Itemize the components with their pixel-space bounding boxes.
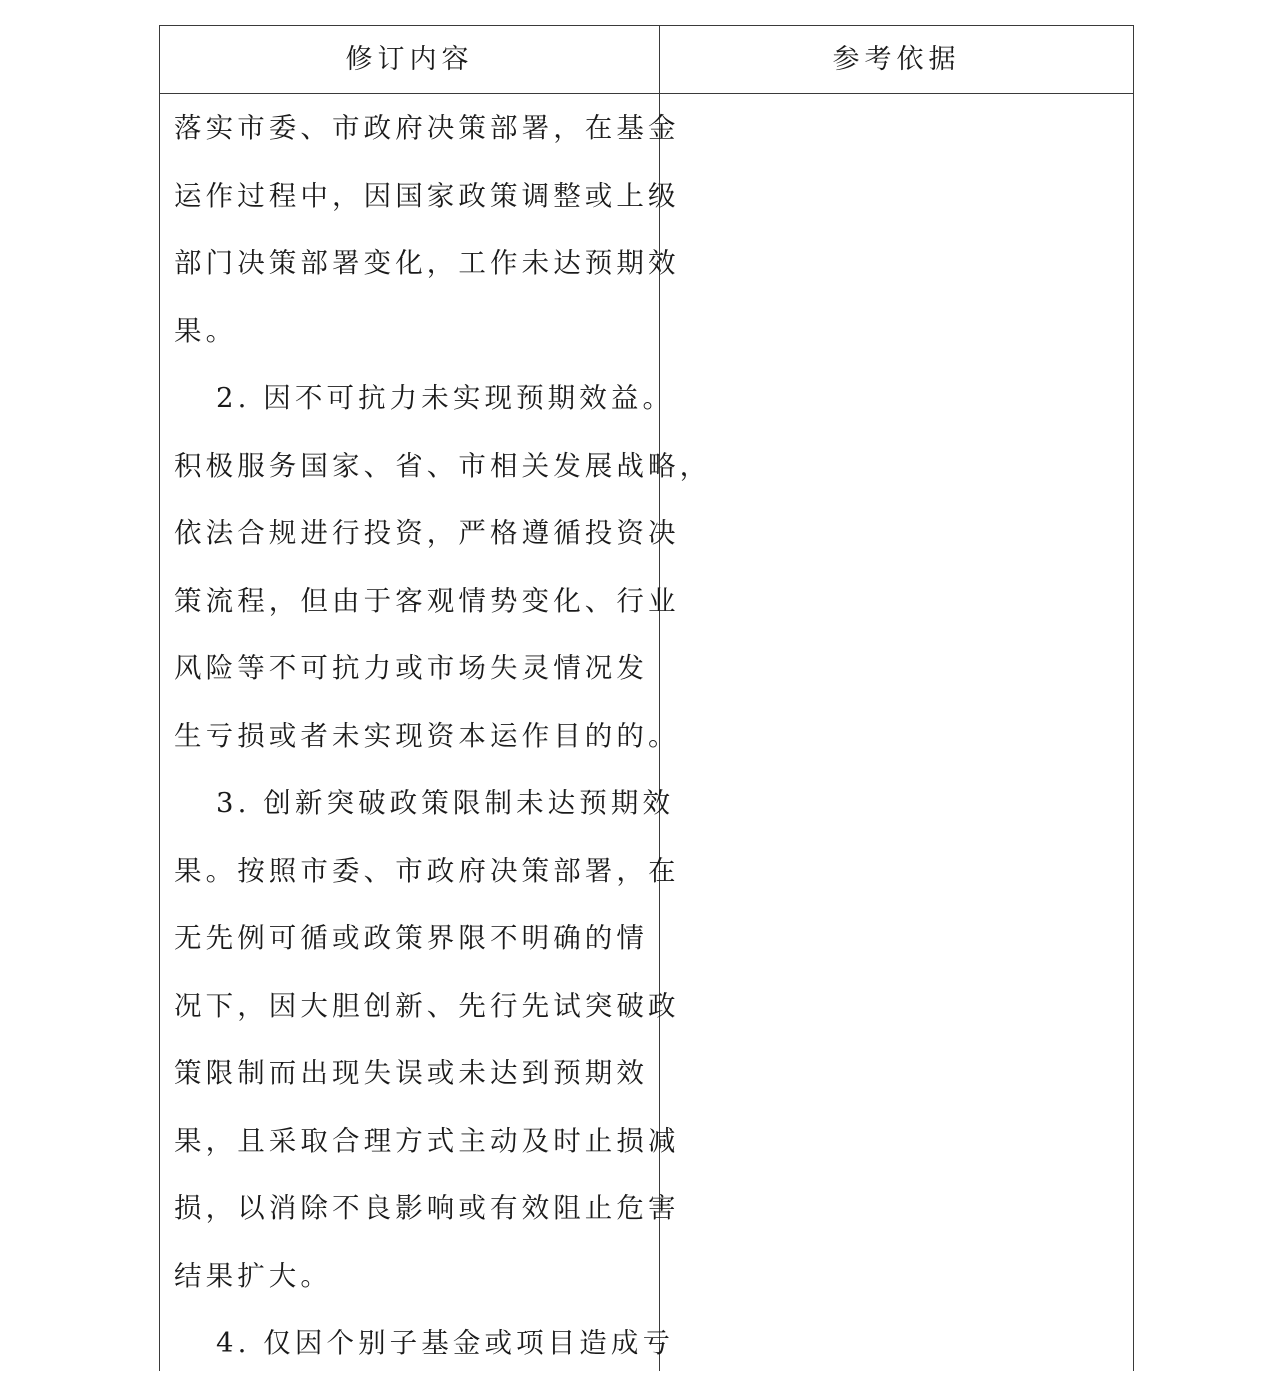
text-line: 损，以消除不良影响或有效阻止危害	[174, 1192, 680, 1224]
text-line: 积极服务国家、省、市相关发展战略，	[174, 449, 712, 482]
header-reference-basis: 参考依据	[832, 44, 961, 75]
revision-content-cell	[174, 95, 712, 1378]
text-line: 4. 仅因个别子基金或项目造成亏	[216, 1327, 675, 1359]
text-line: 果。	[174, 314, 238, 347]
text-line: 果。按照市委、市政府决策部署，在	[174, 854, 680, 887]
text-line: 部门决策部署变化，工作未达预期效	[174, 247, 680, 279]
reference-basis-cell	[660, 95, 1133, 1371]
text-line: 无先例可循或政策界限不明确的情	[174, 922, 648, 954]
revision-table	[159, 25, 1134, 1371]
text-line: 策限制而出现失误或未达到预期效	[174, 1057, 648, 1089]
text-line: 依法合规进行投资，严格遵循投资决	[174, 517, 680, 549]
text-line: 策流程，但由于客观情势变化、行业	[174, 584, 680, 617]
text-line: 生亏损或者未实现资本运作目的的。	[174, 719, 680, 752]
text-line: 结果扩大。	[174, 1259, 332, 1292]
text-line: 果，且采取合理方式主动及时止损减	[174, 1124, 680, 1157]
text-line: 2. 因不可抗力未实现预期效益。	[216, 382, 675, 414]
table-header-row	[160, 26, 1133, 94]
header-revision-content: 修订内容	[345, 44, 474, 75]
text-line: 运作过程中，因国家政策调整或上级	[174, 179, 680, 212]
text-line: 况下，因大胆创新、先行先试突破政	[174, 989, 680, 1022]
text-line: 3. 创新突破政策限制未达预期效	[216, 787, 675, 819]
text-line: 落实市委、市政府决策部署，在基金	[174, 112, 680, 144]
text-line: 风险等不可抗力或市场失灵情况发	[174, 652, 648, 684]
